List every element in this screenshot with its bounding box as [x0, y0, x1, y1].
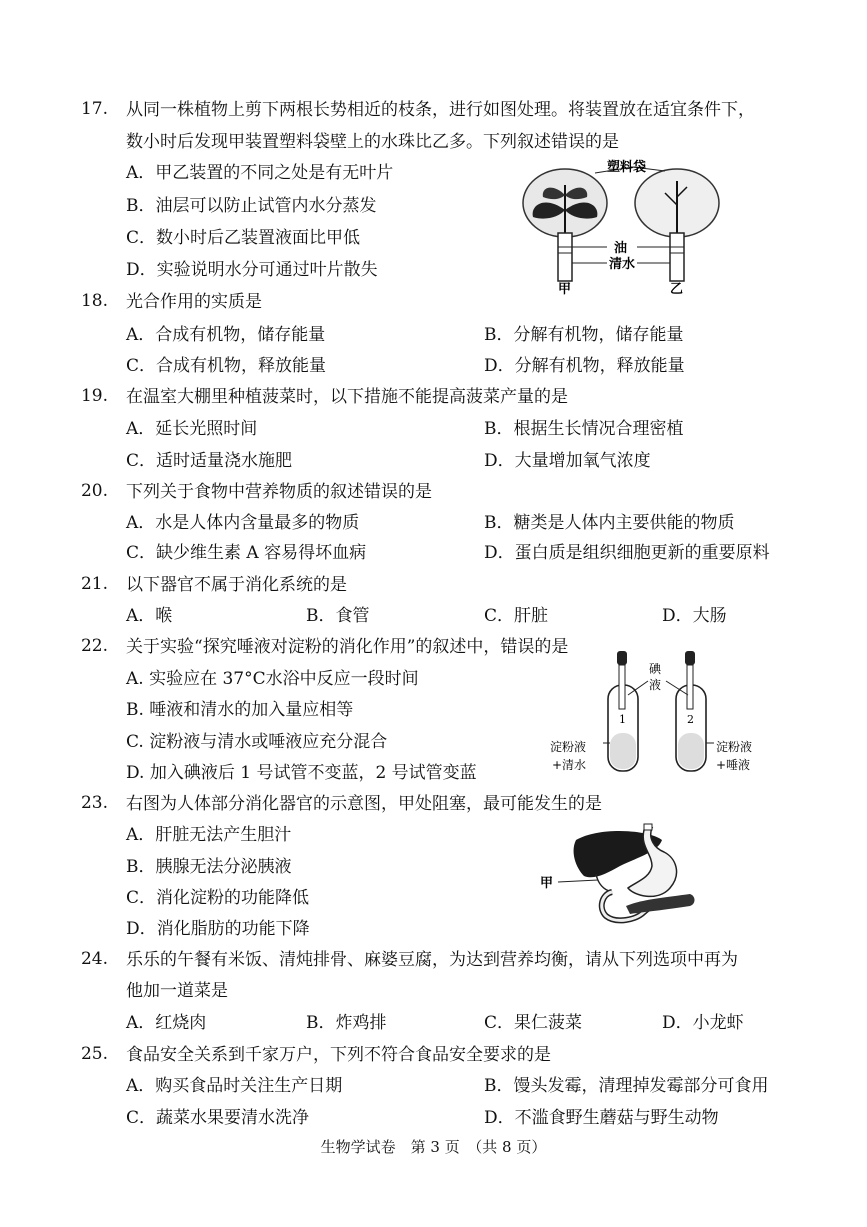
option-b: B．食管: [306, 606, 370, 626]
question-number: 18.: [80, 291, 108, 311]
option-c: C．数小时后乙装置液面比甲低: [126, 228, 361, 248]
option-c: C. 淀粉液与清水或唾液应充分混合: [126, 732, 388, 752]
left-tube-label-2: +清水: [552, 758, 587, 772]
option-d: D．消化脂肪的功能下降: [126, 919, 310, 939]
question-stem: 数小时后发现甲装置塑料袋壁上的水珠比乙多。下列叙述错误的是: [126, 132, 619, 152]
option-d: D．蛋白质是组织细胞更新的重要原料: [484, 543, 770, 563]
option-b: B．馒头发霉，清理掉发霉部分可食用: [484, 1076, 769, 1096]
question-number: 23.: [80, 793, 108, 813]
option-c: C．蔬菜水果要清水洗净: [126, 1108, 310, 1128]
option-c: C．合成有机物，释放能量: [126, 356, 327, 376]
option-c: C．消化淀粉的功能降低: [126, 888, 310, 908]
question-stem: 食品安全关系到千家万户，下列不符合食品安全要求的是: [126, 1045, 551, 1065]
page-footer: 生物学试卷 第 3 页 （共 8 页）: [320, 1138, 547, 1156]
option-a: A．喉: [126, 606, 173, 626]
question-stem: 在温室大棚里种植菠菜时，以下措施不能提高菠菜产量的是: [126, 387, 568, 407]
option-a: A．合成有机物，储存能量: [126, 325, 326, 345]
question-number: 24.: [80, 949, 108, 969]
option-c: C．肝脏: [484, 606, 549, 626]
question-stem: 从同一株植物上剪下两根长势相近的枝条，进行如图处理。将装置放在适宜条件下，: [126, 100, 755, 120]
option-a: A. 实验应在 37°C水浴中反应一段时间: [126, 669, 419, 689]
question-stem: 他加一道菜是: [126, 981, 228, 1001]
option-d: D．小龙虾: [662, 1013, 744, 1033]
option-a: A．红烧肉: [126, 1013, 207, 1033]
option-b: B．分解有机物，储存能量: [484, 325, 684, 345]
iodine-label-2: 液: [649, 678, 662, 692]
question-number: 25.: [80, 1044, 108, 1064]
question-number: 22.: [80, 636, 108, 656]
yi-label: 乙: [670, 282, 684, 295]
option-d: D. 加入碘液后 1 号试管不变蓝，2 号试管变蓝: [126, 763, 477, 783]
question-number: 20.: [80, 481, 108, 501]
question-stem: 关于实验“探究唾液对淀粉的消化作用”的叙述中，错误的是: [126, 637, 569, 657]
left-tube-label: 淀粉液: [550, 740, 587, 754]
starch-digestion-test-tubes-figure: [548, 645, 763, 775]
option-b: B．炸鸡排: [306, 1013, 387, 1033]
option-d: D．不滥食野生蘑菇与野生动物: [484, 1108, 719, 1128]
option-c: C．果仁菠菜: [484, 1013, 583, 1033]
option-c: C．适时适量浇水施肥: [126, 451, 293, 471]
option-d: D．实验说明水分可通过叶片散失: [126, 260, 378, 280]
jia-label: 甲: [540, 876, 554, 891]
option-a: A．水是人体内含量最多的物质: [126, 513, 360, 533]
transpiration-experiment-figure: [515, 155, 755, 295]
question-stem: 以下器官不属于消化系统的是: [126, 575, 347, 595]
option-d: D．分解有机物，释放能量: [484, 356, 685, 376]
jia-label: 甲: [558, 282, 572, 295]
option-b: B．根据生长情况合理密植: [484, 419, 684, 439]
tube-1-number: 1: [619, 713, 626, 726]
question-stem: 乐乐的午餐有米饭、清炖排骨、麻婆豆腐，为达到营养均衡，请从下列选项中再为: [126, 950, 738, 970]
question-stem: 下列关于食物中营养物质的叙述错误的是: [126, 482, 432, 502]
water-label: 清水: [609, 257, 636, 272]
option-d: D．大量增加氧气浓度: [484, 451, 651, 471]
iodine-label: 碘: [649, 662, 662, 676]
option-b: B．糖类是人体内主要供能的物质: [484, 513, 735, 533]
question-number: 17.: [80, 99, 108, 119]
plastic-bag-label: 塑料袋: [607, 160, 647, 175]
option-a: A．甲乙装置的不同之处是有无叶片: [126, 163, 394, 183]
question-number: 19.: [80, 386, 108, 406]
option-b: B．油层可以防止试管内水分蒸发: [126, 196, 377, 216]
digestive-organs-figure: [540, 818, 715, 930]
option-a: A．购买食品时关注生产日期: [126, 1076, 343, 1096]
question-number: 21.: [80, 574, 108, 594]
right-tube-label: 淀粉液: [716, 740, 753, 754]
option-a: A．肝脏无法产生胆汁: [126, 825, 292, 845]
option-a: A．延长光照时间: [126, 419, 258, 439]
tube-2-number: 2: [687, 713, 694, 726]
question-stem: 光合作用的实质是: [126, 292, 262, 312]
question-stem: 右图为人体部分消化器官的示意图，甲处阻塞，最可能发生的是: [126, 794, 602, 814]
oil-label: 油: [614, 241, 628, 256]
right-tube-label-2: +唾液: [716, 758, 751, 772]
option-c: C．缺少维生素 A 容易得坏血病: [126, 543, 367, 563]
option-b: B. 唾液和清水的加入量应相等: [126, 700, 354, 720]
option-b: B．胰腺无法分泌胰液: [126, 857, 292, 877]
option-d: D．大肠: [662, 606, 727, 626]
